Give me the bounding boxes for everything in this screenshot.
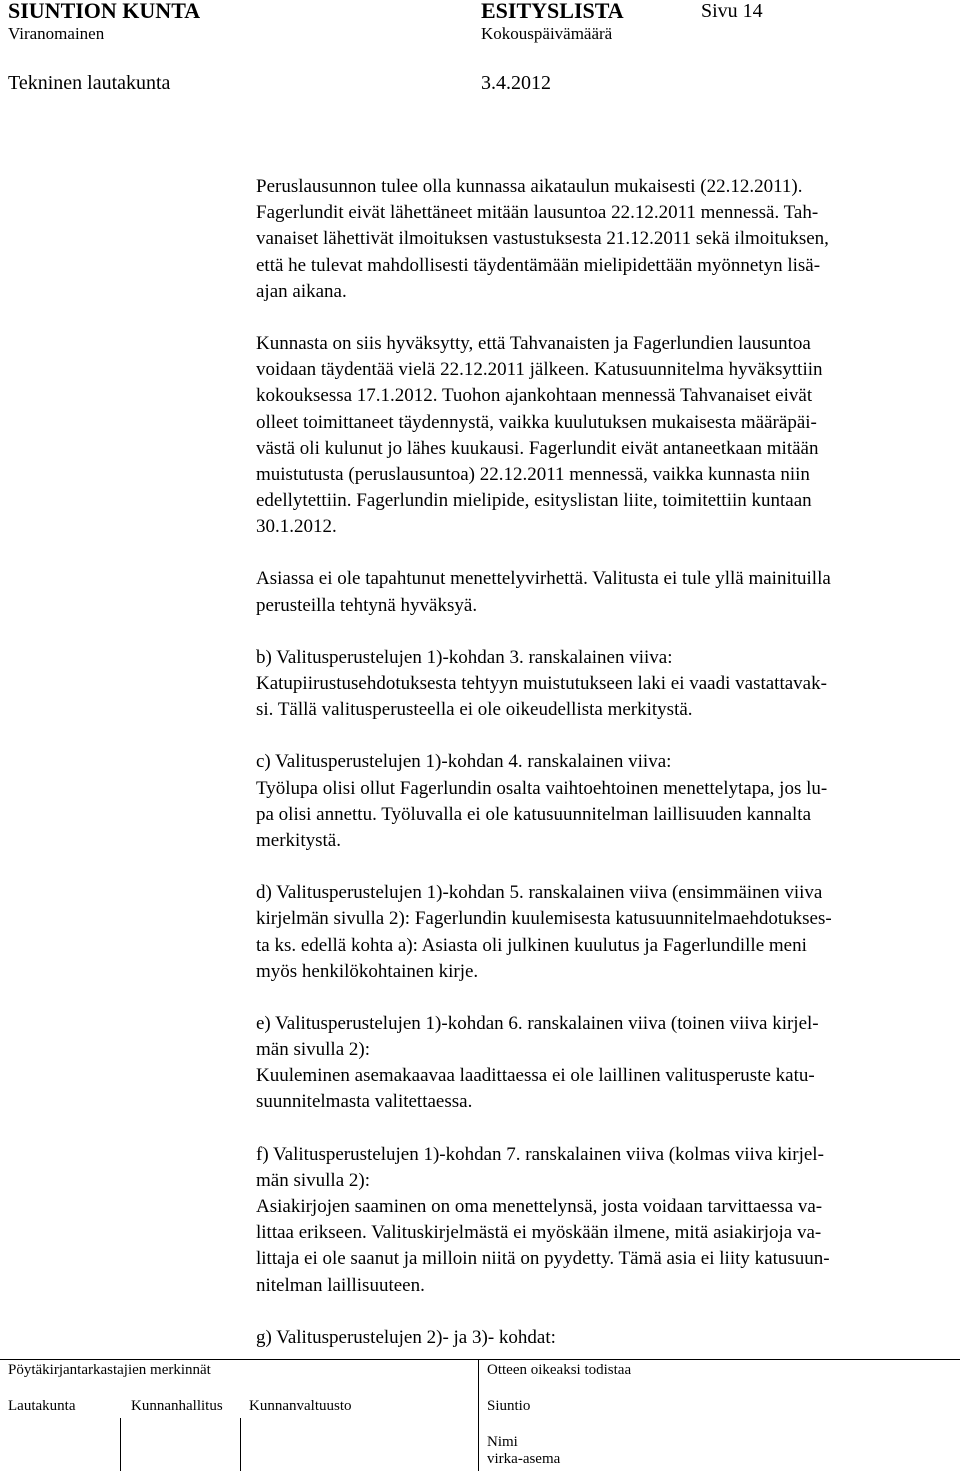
text-line: Peruslausunnon tulee olla kunnassa aikataulun mukaisesti (22.12.2011). <box>256 176 803 197</box>
text-line: f) Valitusperustelujen 1)-kohdan 7. ranskalainen viiva (kolmas viiva kirjel- <box>256 1143 824 1165</box>
paragraph-7 <box>256 1011 936 1116</box>
text-line: Asiakirjojen saaminen on oma menettelynsä, josta voidaan tarvittaessa va- <box>256 1196 823 1217</box>
text-line: kokouksessa 17.1.2012. Tuohon ajankohtaan mennessä Tahvanaiset eivät <box>256 385 813 407</box>
paragraph-6 <box>256 880 936 985</box>
text-line: littaja ei ole saanut ja milloin niitä on pyydetty. Tämä asia ei liity katusuun- <box>256 1248 830 1270</box>
document-body <box>256 174 936 1351</box>
text-line: män sivulla 2): <box>256 1169 370 1191</box>
municipal-board-label: Kunnanhallitus <box>131 1398 223 1414</box>
authority-label: Viranomainen <box>8 24 105 43</box>
text-line: Kuuleminen asemakaavaa laadittaessa ei ole laillinen valitusperuste katu- <box>256 1065 815 1087</box>
text-line: Työlupa olisi ollut Fagerlundin osalta vaihtoehtoinen menettelytapa, jos lu- <box>256 777 828 799</box>
text-line: kirjelmän sivulla 2): Fagerlundin kuulemisesta katusuunnitelmaehdotukses- <box>256 908 832 930</box>
paragraph-3 <box>256 566 936 618</box>
meeting-date-label: Kokouspäivämäärä <box>481 24 613 43</box>
paragraph-8 <box>256 1142 936 1299</box>
text-line: män sivulla 2): <box>256 1039 370 1061</box>
text-line: b) Valitusperustelujen 1)-kohdan 3. ranskalainen viiva: <box>256 646 673 668</box>
text-line: c) Valitusperustelujen 1)-kohdan 4. ranskalainen viiva: <box>256 751 672 773</box>
text-line: 30.1.2012. <box>256 516 337 538</box>
text-line: Fagerlundit eivät lähettäneet mitään lausuntoa 22.12.2011 mennessä. Tah- <box>256 202 819 224</box>
footer-col-divider <box>240 1418 241 1471</box>
paragraph-2 <box>256 331 936 541</box>
text-line: ajan aikana. <box>256 280 347 302</box>
text-line: myös henkilökohtainen kirje. <box>256 960 479 982</box>
paragraph-1 <box>256 174 936 305</box>
text-line: pa olisi annettu. Työluvalla ei ole katusuunnitelman laillisuuden kannalta <box>256 803 811 825</box>
text-line: vanaiset lähettivät ilmoituksen vastustuksesta 21.12.2011 sekä ilmoituksen, <box>256 228 829 250</box>
text-line: suunnitelmasta valitettaessa. <box>256 1091 473 1113</box>
text-line: edellytettiin. Fagerlundin mielipide, esityslistan liite, toimitettiin kuntaan <box>256 490 812 512</box>
text-line: olleet toimittaneet täydennystä, vaikka kuulutuksen mukaisesta määräpäi- <box>256 411 817 433</box>
paragraph-5 <box>256 749 936 854</box>
text-line: että he tulevat mahdollisesti täydentämään mielipidettään myönnetyn lisä- <box>256 254 821 276</box>
position-label: virka-asema <box>487 1451 561 1467</box>
footer-divider <box>478 1359 479 1471</box>
text-line: merkitystä. <box>256 829 341 851</box>
paragraph-9 <box>256 1325 936 1351</box>
organization-name: SIUNTION KUNTA <box>8 0 201 23</box>
text-line: Katupiirustusehdotuksesta tehtyyn muistutukseen laki ei vaadi vastattavak- <box>256 673 827 694</box>
paragraph-4 <box>256 645 936 724</box>
footer-top-rule <box>0 1359 960 1360</box>
minutes-checkers-label: Pöytäkirjantarkastajien merkinnät <box>8 1362 211 1378</box>
text-line: Asiassa ei ole tapahtunut menettelyvirhettä. Valitusta ei tule yllä mainituilla <box>256 568 831 590</box>
place-label: Siuntio <box>487 1398 531 1414</box>
text-line: voidaan täydentää vielä 22.12.2011 jälkeen. Katusuunnitelma hyväksyttiin <box>256 359 823 381</box>
text-line: e) Valitusperustelujen 1)-kohdan 6. ranskalainen viiva (toinen viiva kirjel- <box>256 1012 819 1034</box>
footer-col-divider <box>120 1418 121 1471</box>
text-line: perusteilla tehtynä hyväksyä. <box>256 594 478 616</box>
text-line: muistutusta (peruslausuntoa) 22.12.2011 mennessä, vaikka kunnasta niin <box>256 463 810 485</box>
document-type: ESITYSLISTA <box>481 0 624 23</box>
text-line: västä oli kulunut jo lähes kuukausi. Fagerlundit eivät antaneetkaan mitään <box>256 437 819 459</box>
page-number: Sivu 14 <box>701 0 763 22</box>
board-label: Lautakunta <box>8 1398 76 1414</box>
text-line: nitelman laillisuuteen. <box>256 1274 425 1296</box>
text-line: ta ks. edellä kohta a): Asiasta oli julkinen kuulutus ja Fagerlundille meni <box>256 934 807 956</box>
text-line: littaa erikseen. Valituskirjelmästä ei myöskään ilmene, mitä asiakirjoja va- <box>256 1222 822 1244</box>
text-line: Kunnasta on siis hyväksytty, että Tahvanaisten ja Fagerlundien lausuntoa <box>256 332 811 354</box>
text-line: si. Tällä valitusperusteella ei ole oikeudellista merkitystä. <box>256 699 693 721</box>
committee-name: Tekninen lautakunta <box>8 72 171 94</box>
text-line: d) Valitusperustelujen 1)-kohdan 5. ranskalainen viiva (ensimmäinen viiva <box>256 882 823 904</box>
name-label: Nimi <box>487 1434 518 1450</box>
text-line: g) Valitusperustelujen 2)- ja 3)- kohdat: <box>256 1326 556 1348</box>
certified-copy-label: Otteen oikeaksi todistaa <box>487 1362 632 1378</box>
meeting-date: 3.4.2012 <box>481 72 551 94</box>
council-label: Kunnanvaltuusto <box>249 1398 352 1414</box>
